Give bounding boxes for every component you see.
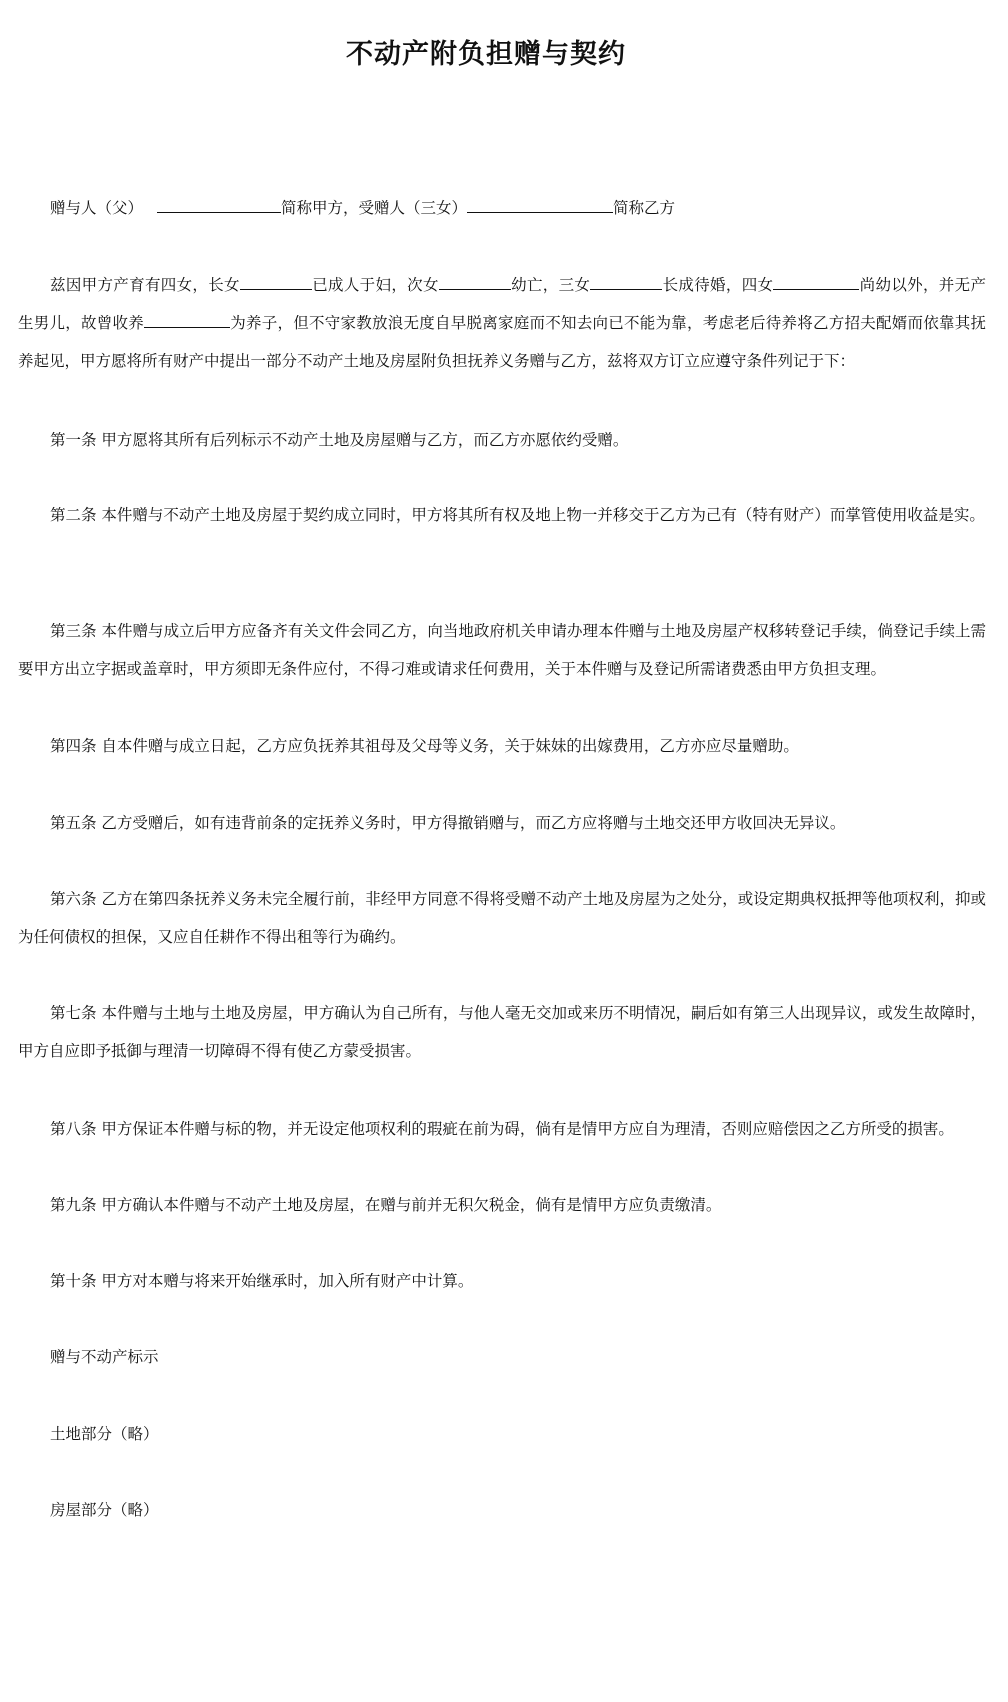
schedule-house: 房屋部分（略） — [50, 1501, 159, 1519]
intro-paragraph — [18, 266, 986, 380]
donor-name-blank[interactable] — [157, 195, 281, 213]
article-4: 第四条 自本件赠与成立日起，乙方应负抚养其祖母及父母等义务，关于妹妹的出嫁费用，乙方亦应尽量赠助。 — [50, 737, 799, 755]
article-10: 第十条 甲方对本赠与将来开始继承时，加入所有财产中计算。 — [50, 1272, 474, 1290]
article-6: 第六条 乙方在第四条抚养义务未完全履行前，非经甲方同意不得将受赠不动产土地及房屋为之处分，或设定期典权抵押等他项权利，抑或为任何债权的担保，又应自任耕作不得出租等行为确约。 — [18, 890, 986, 946]
third-daughter-blank[interactable] — [590, 272, 662, 290]
parties-paragraph — [18, 188, 986, 229]
article-3: 第三条 本件赠与成立后甲方应备齐有关文件会同乙方，向当地政府机关申请办理本件赠与土地及房屋产权移转登记手续，倘登记手续上需要甲方出立字据或盖章时，甲方须即无条件应付，不得刁难或请求任何费用，关于本件赠与及登记所需诸费悉由甲方负担支理。 — [18, 622, 986, 678]
article-1: 第一条 甲方愿将其所有后列标示不动产土地及房屋赠与乙方，而乙方亦愿依约受赠。 — [50, 431, 629, 449]
intro-text-1: 兹因甲方产育有四女，长女 — [50, 276, 240, 294]
intro-text-5: 尚幼以外，并无产生男儿，故曾收养 — [18, 276, 986, 332]
intro-text-2: 已成人于妇，次女 — [311, 276, 439, 294]
adopted-son-blank[interactable] — [144, 310, 230, 328]
intro-text-3: 幼亡，三女 — [510, 276, 591, 294]
article-2: 第二条 本件赠与不动产土地及房屋于契约成立同时，甲方将其所有权及地上物一并移交于乙方为己有（特有财产）而掌管使用收益是实。 — [50, 506, 985, 524]
intro-text-4: 长成待婚，四女 — [662, 276, 774, 294]
article-8: 第八条 甲方保证本件赠与标的物，并无设定他项权利的瑕疵在前为碍，倘有是情甲方应自为理清，否则应赔偿因之乙方所受的损害。 — [50, 1120, 954, 1138]
donee-name-blank[interactable] — [467, 195, 613, 213]
document-title: 不动产附负担赠与契约 — [346, 39, 626, 71]
donee-suffix: 简称乙方 — [613, 199, 676, 217]
donor-suffix: 简称甲方，受赠人（三女） — [281, 199, 468, 217]
second-daughter-blank[interactable] — [439, 272, 511, 290]
eldest-daughter-blank[interactable] — [240, 272, 312, 290]
schedule-heading: 赠与不动产标示 — [50, 1348, 159, 1366]
article-7: 第七条 本件赠与土地与土地及房屋，甲方确认为自己所有，与他人毫无交加或来历不明情况，嗣后如有第三人出现异议，或发生故障时，甲方自应即予抵御与理清一切障碍不得有使乙方蒙受损害。 — [18, 1004, 986, 1060]
fourth-daughter-blank[interactable] — [773, 272, 859, 290]
article-5: 第五条 乙方受赠后，如有违背前条的定抚养义务时，甲方得撤销赠与，而乙方应将赠与土地交还甲方收回决无异议。 — [50, 814, 846, 832]
article-9: 第九条 甲方确认本件赠与不动产土地及房屋，在赠与前并无积欠税金，倘有是情甲方应负责缴清。 — [50, 1196, 722, 1214]
donor-label: 赠与人（父） — [50, 199, 144, 217]
schedule-land: 土地部分（略） — [50, 1425, 159, 1443]
intro-text-6: 为养子，但不守家教放浪无度自早脱离家庭而不知去向已不能为靠，考虑老后待养将乙方招夫配婿而依靠其抚养起见，甲方愿将所有财产中提出一部分不动产土地及房屋附负担抚养义务赠与乙方，兹将双方订立应遵守条件列记于下： — [18, 314, 986, 370]
